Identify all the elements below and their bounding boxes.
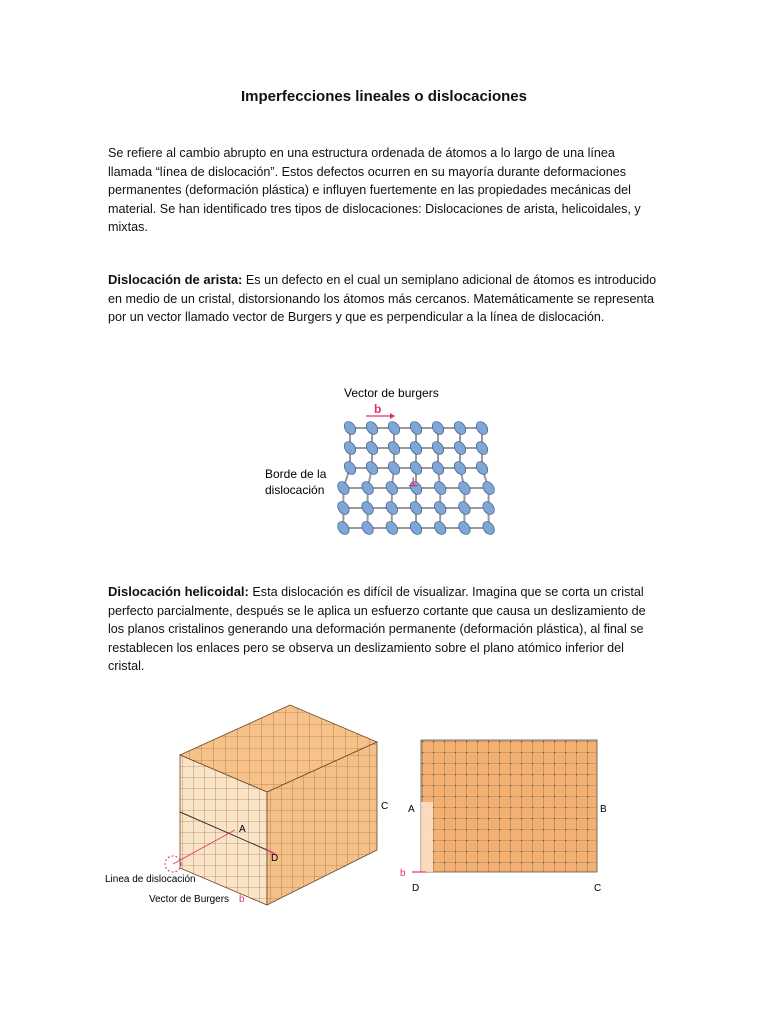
screw-cube-figure — [105, 700, 405, 915]
lattice-atom — [474, 459, 490, 476]
lattice-atom — [335, 519, 351, 536]
cube-label-a: A — [239, 824, 246, 835]
lattice-atom — [408, 419, 424, 436]
edge-dislocation-figure — [258, 380, 498, 550]
lattice-atom — [408, 519, 424, 536]
lattice-atom — [452, 459, 468, 476]
cube-label-d: D — [271, 853, 279, 864]
lattice-atom — [432, 479, 448, 496]
cube-label-c: C — [381, 801, 389, 812]
burgers-vector-label: Vector de burgers — [344, 386, 439, 400]
lattice-atom — [430, 439, 446, 456]
lattice-atom — [430, 419, 446, 436]
lattice-atom — [480, 479, 496, 496]
lattice-atom — [474, 419, 490, 436]
lattice-atom — [386, 419, 402, 436]
lattice-atom — [359, 519, 375, 536]
lattice-atom — [342, 459, 358, 476]
lattice-atom — [364, 459, 380, 476]
helicoidal-text: Esta dislocación es difícil de visualizar. Imagina que se corta un cristal perfecto parcialmente, después se le aplica un esfuerzo cortante que causa un deslizamiento de los planos cristalinos generando una deformación permanente (deformación plástica), al final se restablecen los enlaces pero se observa un deslizamiento sobre el plano atómico inferior del cristal. — [108, 585, 646, 674]
lattice-atom — [456, 519, 472, 536]
lattice-atom — [452, 439, 468, 456]
atomic-plane — [421, 740, 597, 872]
lattice-atom — [432, 519, 448, 536]
plane-label-b: B — [600, 804, 607, 815]
helicoidal-paragraph — [108, 583, 658, 676]
slip-region — [421, 802, 433, 872]
lattice-atom — [364, 419, 380, 436]
lattice-atom — [342, 439, 358, 456]
lattice-atom — [456, 479, 472, 496]
plane-label-c: C — [594, 883, 602, 894]
plane-burgers-b: b — [400, 868, 406, 879]
dislocation-symbol: ⊥ — [408, 475, 419, 489]
plane-label-a: A — [408, 804, 415, 815]
arista-text: Es un defecto en el cual un semiplano adicional de átomos es introducido en medio de un cristal, distorsionando los átomos más cercanos. Matemáticamente se representa por un vector llamado vector de Burgers y que es perpendicular a la línea de dislocación. — [108, 273, 657, 325]
lattice-atom — [386, 459, 402, 476]
lattice-atom — [359, 479, 375, 496]
cube-burgers-label: Vector de Burgers — [149, 894, 230, 905]
lattice-atom — [335, 499, 351, 516]
screw-plane-figure — [400, 730, 625, 900]
edge-label-line2: dislocación — [265, 483, 325, 497]
lattice-atom — [474, 439, 490, 456]
lattice-atom — [384, 479, 400, 496]
lattice-atom — [456, 499, 472, 516]
lattice-atom — [408, 499, 424, 516]
lattice-atom — [364, 439, 380, 456]
burgers-b-label: b — [374, 402, 382, 416]
arista-heading: Dislocación de arista: — [108, 272, 243, 287]
helicoidal-heading: Dislocación helicoidal: — [108, 584, 249, 599]
arista-paragraph — [108, 271, 658, 327]
plane-label-d: D — [412, 883, 420, 894]
lattice-atom — [480, 519, 496, 536]
page-title: Imperfecciones lineales o dislocaciones — [241, 88, 527, 105]
lattice-atom — [384, 519, 400, 536]
lattice-atom — [359, 499, 375, 516]
lattice-atom — [430, 459, 446, 476]
lattice-atom — [408, 439, 424, 456]
lattice-atom — [386, 439, 402, 456]
dislocation-line-label: Linea de dislocación — [105, 874, 196, 885]
lattice-atom — [480, 499, 496, 516]
lattice-atom — [432, 499, 448, 516]
cube-burgers-b: b — [239, 894, 245, 905]
intro-paragraph: Se refiere al cambio abrupto en una estructura ordenada de átomos a lo largo de una línea llamada “línea de dislocación”. Estos defectos ocurren en su mayoría durante deformaciones permanentes (deformación plástica) e influyen fuertemente en las propiedades mecánicas del material. Se han identificado tres tipos de dislocaciones: Dislocaciones de arista, helicoidales, y mixtas. — [108, 146, 641, 235]
lattice-atom — [335, 479, 351, 496]
burgers-arrowhead — [390, 413, 395, 419]
lattice-atom — [452, 419, 468, 436]
lattice-atom — [342, 419, 358, 436]
edge-label-line1: Borde de la — [265, 467, 327, 481]
lattice-atom — [384, 499, 400, 516]
